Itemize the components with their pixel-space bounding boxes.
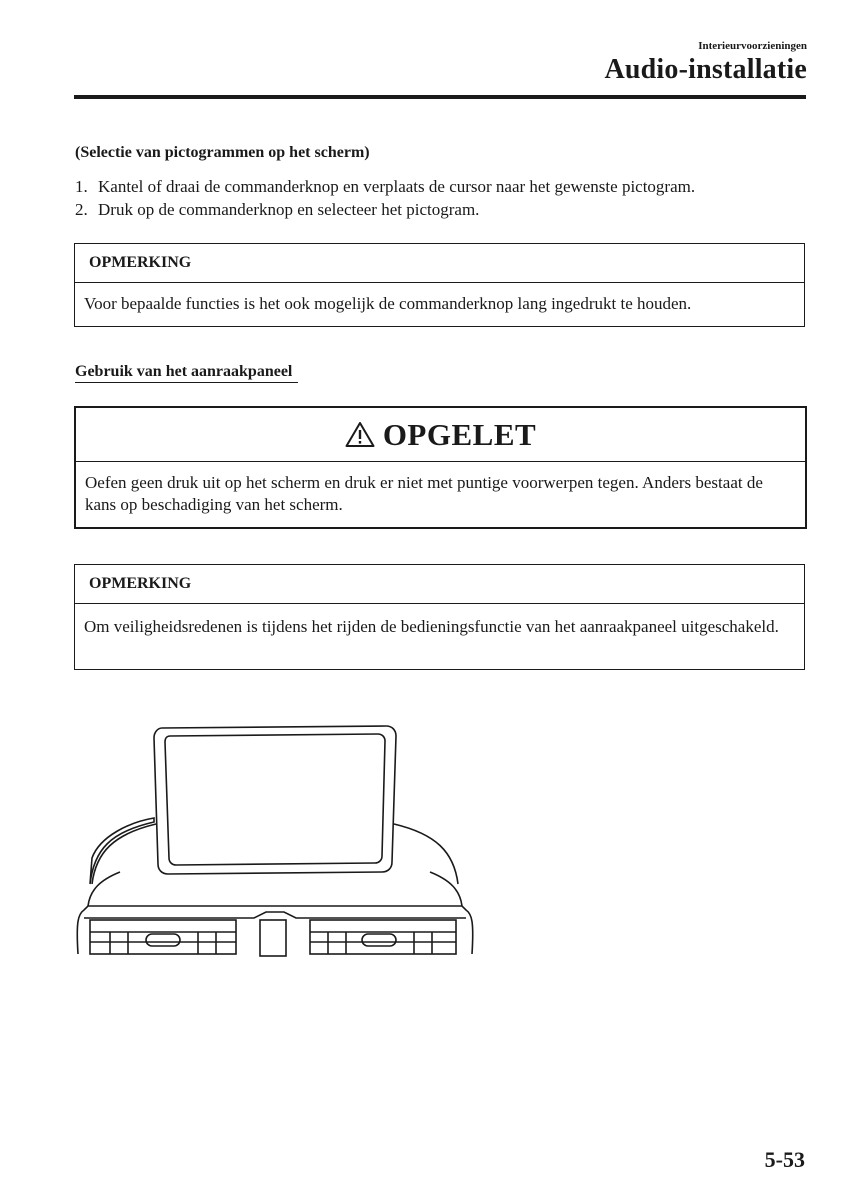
step-number: 2. [75,200,88,219]
note-text: Om veiligheidsredenen is tijdens het rijden de bedieningsfunctie van het aanraakpaneel uitgeschakeld. [84,617,779,636]
touchpanel-heading: Gebruik van het aanraakpaneel [75,362,298,383]
note-box [74,564,805,670]
warning-triangle-icon [345,421,375,448]
step-item [75,175,695,198]
step-item [75,198,695,221]
center-display-illustration [70,722,480,962]
caution-label: OPGELET [382,416,537,452]
icon-selection-heading: (Selectie van pictogrammen op het scherm) [75,144,370,161]
note-label: OPMERKING [75,565,804,604]
page-title: Audio-installatie [604,54,807,85]
header-rule [74,95,806,99]
steps-list [75,175,695,221]
step-number: 1. [75,177,88,196]
note-text: Voor bepaalde functies is het ook mogelijk de commanderknop lang ingedrukt te houden. [84,294,692,313]
caution-box [74,406,807,529]
step-text: Druk op de commanderknop en selecteer het pictogram. [98,200,480,219]
caution-text: Oefen geen druk uit op het scherm en druk er niet met puntige voorwerpen tegen. Anders bestaat de kans op beschadiging van het scherm. [85,473,763,514]
caution-header [76,408,805,462]
page-number: 5-53 [764,1147,805,1172]
note-label: OPMERKING [75,244,804,283]
step-text: Kantel of draai de commanderknop en verplaats de cursor naar het gewenste pictogram. [98,177,696,196]
note-box [74,243,805,327]
header-section-label: Interieurvoorzieningen [698,40,807,52]
